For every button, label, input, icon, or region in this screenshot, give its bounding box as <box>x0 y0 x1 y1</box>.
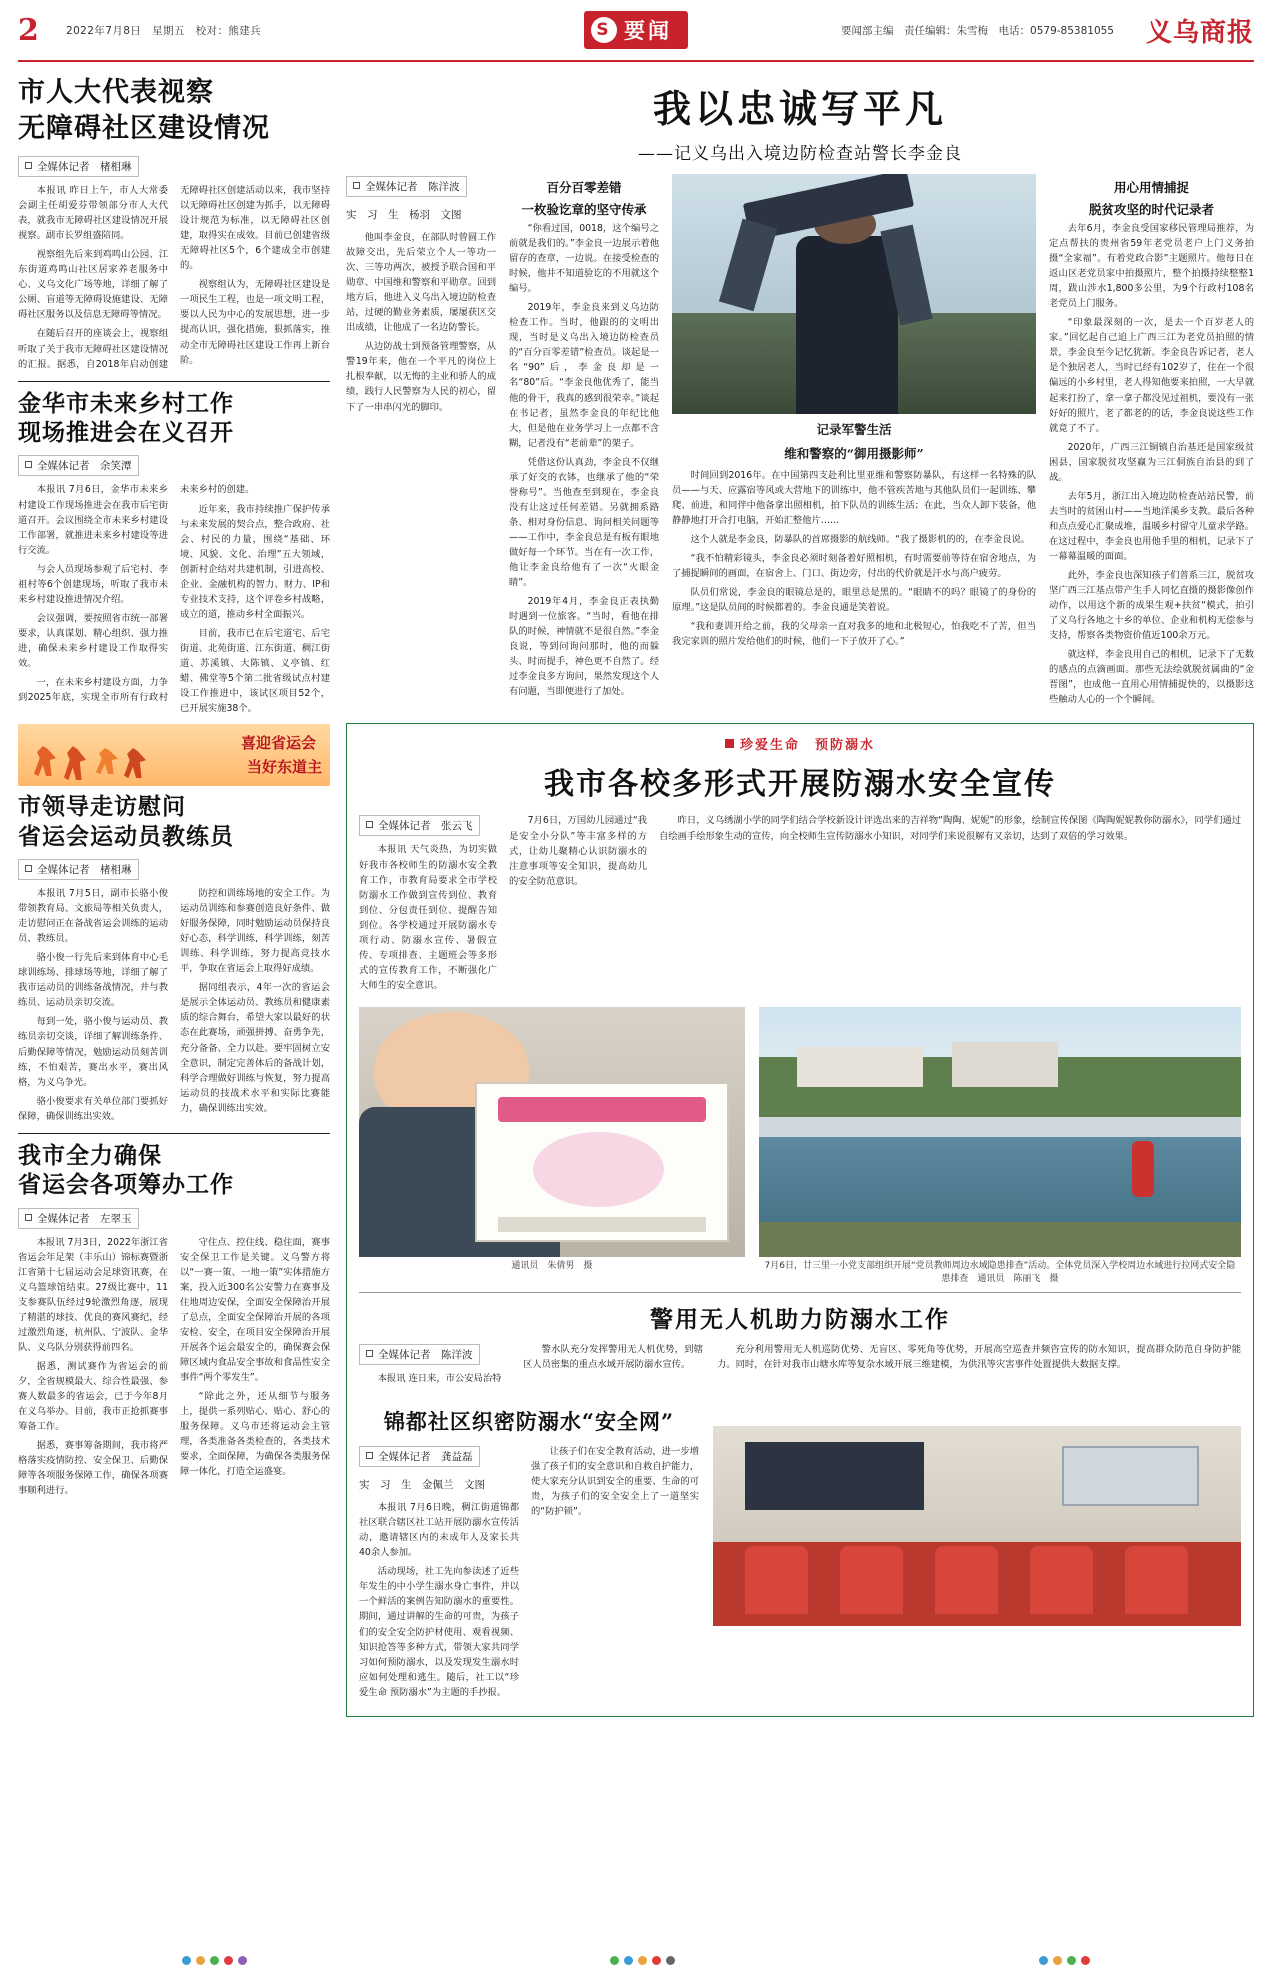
drowning-prevention-section <box>346 723 1254 1716</box>
feature-c3-p2: 这个人就是李金良，防暴队的首席摄影的航线师。“我了摄影机的的，在李金良说。 <box>690 533 1031 545</box>
article1-p4: 视察组认为，无障碍社区建设是一项民生工程，也是一项文明工程，要以人民为中心的发展思想，进一步提高认识，强化措施，狠抓落实，推动全市无障碍社区建设工作再上新台阶。 <box>180 279 330 366</box>
provincial-games-banner <box>18 724 330 786</box>
article1-byline-text: 全媒体记者 楮相琳 <box>37 161 132 174</box>
community-article <box>359 1400 699 1704</box>
feature-sub2: 一枚验讫章的坚守传承 <box>521 202 647 217</box>
byline-square-icon <box>25 1214 32 1221</box>
article2-byline <box>18 455 139 476</box>
editor-line: 要闻部主编 责任编辑：朱雪梅 电话：0579-85381055 <box>841 24 1114 37</box>
divider-1 <box>18 381 330 382</box>
feature-col3-body <box>672 420 1036 649</box>
drown-col3-body <box>659 813 1241 843</box>
article1-p1: 本报讯 昨日上午，市人大常委会副主任胡爱芬带领部分市人大代表，就我市无障碍社区建设情况开展视察。副市长罗组盛陪同。 <box>18 185 168 242</box>
community-col2 <box>531 1444 699 1704</box>
masthead-right <box>841 12 1254 49</box>
article4-p5: “除此之外，还从细节与服务上，提供一系列贴心、贴心、舒心的服务保障。义乌市还将运动会主管理，各类准备各类检查的，各类技术要求，全面保障，为确保各类服务保障一体化，打造全运盛宴。 <box>180 1391 330 1478</box>
article-future-village <box>18 389 330 717</box>
feature-col4 <box>1049 174 1254 711</box>
feature-col3 <box>672 174 1036 711</box>
byline-square-icon <box>25 162 32 169</box>
article2-body <box>18 482 330 716</box>
article-games-preparation <box>18 1141 330 1499</box>
feature-c2-p2: 2019年，李金良来到义乌边防检查工作。当时，他跟的的文明出现，当时是义乌出入境边防检查员的“百分百零差错”检查员。谈起是一名“90”后，李金良却是一名“80”后。“李金良他优秀了，能当他的骨干，我真的感到很荣幸。”谈起在书记者，虽然李金良的年纪比他大，但是他在业务学习上一点都不含糊，记者没有“老前辈”的架子。 <box>509 302 659 449</box>
feature-byline <box>346 176 467 197</box>
feature-photo <box>672 174 1036 414</box>
drowning-tag-text: 珍爱生命 预防溺水 <box>739 738 875 754</box>
drown-photo-child-poster <box>359 1007 745 1257</box>
drone-col1-body <box>359 1371 509 1386</box>
community-photo-classroom <box>713 1426 1241 1626</box>
article4-byline <box>18 1208 139 1229</box>
article2-title-line1: 金华市未来乡村工作 <box>18 389 234 417</box>
drown-col1-body <box>359 842 497 992</box>
masthead-center-badge <box>584 11 688 49</box>
article2-byline-text: 全媒体记者 余笑潭 <box>37 460 132 473</box>
article3-p1: 本报讯 7月5日，副市长骆小俊带领教育局、文旅局等相关负责人，走访慰问正在备战省运会训练的运动员、教练员。 <box>18 888 168 945</box>
feature-c4-p5: 此外，李金良也深知孩子们普系三江，脱贫攻坚广西三江基点带产生手人同忆直摄的摄影像创作动作，以用这个新的成果生观+扶贫“模式，拍引了义乌行各地之十乡的单位、企业和机构无偿参与支持，帮察各类物资价值近100余万元。 <box>1049 570 1254 642</box>
feature-c3-p5: “我和妻训开给之前，我的父母亲一直对我多的地和北极短心，怕我吃不了苦，但当我完家训的照片发给他们的时候，他们一下子放开了心。” <box>672 620 1036 647</box>
feature-c4-p1: 去年6月，李金良受国家移民管理局推荐，为定点帮扶的贵州省59年老党员老户上门义务拍摄“全家福”。有着党政合影”主题照片。他每日在返山区老党员家中拍摄照片，整个拍摄持续整整1周，跋山涉水1,800多公里，为9个行政村108名老党员上门服务。 <box>1049 223 1254 310</box>
feature-col4-body <box>1049 221 1254 707</box>
article3-p6: 据同组表示，4年一次的省运会是展示全体运动员、教练员和健康素质的综合舞台，希望大家以最好的状态在此赛场，顽强拼搏、奋勇争先，充分备备、全力以赴。要牢固树立安全意识，制定完善体后的备战计划，科学合理做好训练与恢复，努力提高运动员的技战术水平和实际比赛能力，确保训练出实效。 <box>180 982 330 1114</box>
feature-sub4: 维和警察的“御用摄影师” <box>784 446 924 462</box>
community-photo-wrap <box>713 1400 1241 1704</box>
drone-col2-body <box>523 1342 703 1372</box>
article3-p4: 骆小俊要求有关单位部门要抓好保障，确保训练出实效。 <box>18 1095 168 1122</box>
banner-line2: 当好东道主 <box>246 758 322 777</box>
feature-c2-p4: 2019年4月，李金良正表执勤时遇到一位旅客。“当时，看他在排队的时候，神情就不是很自然。”李金良说，等到问询问那时，他的而躲头、时而提手，神色更不自然了。经过李金良多方询问，果然发现这个人有问题，当即便进行了加处。 <box>509 596 659 698</box>
footer-dots-right <box>1039 1956 1090 1965</box>
article2-p4: 一，在未来乡村建设方面，力争到2025年底，实现全市所有行政村未来乡村的创建。 <box>18 484 255 704</box>
article3-title-line1: 市领导走访慰问 <box>18 793 186 821</box>
page-body <box>18 72 1254 1717</box>
drone-article-title: 警用无人机助力防溺水工作 <box>650 1306 950 1334</box>
article4-byline-text: 全媒体记者 左翠玉 <box>37 1212 132 1225</box>
article1-body <box>18 183 330 372</box>
byline-square-icon <box>366 821 373 828</box>
feature-c4-p3: 2020年，广西三江铜镇自治基还是国家级贫困县，国家脱贫攻坚赢为三江侗族自治县的到了战。 <box>1049 441 1254 483</box>
section-badge-label: 要闻 <box>624 19 672 43</box>
drowning-tag <box>359 734 1241 753</box>
section-badge <box>584 11 688 49</box>
left-column <box>18 72 330 1717</box>
article3-byline <box>18 859 139 880</box>
byline-square-icon <box>25 461 32 468</box>
drown-col2-body <box>509 813 647 888</box>
feature-c4-p4: 去年5月，浙江出入境边防检查站站民警，前去当时的贫困山村——当地洋溪乡支教。最后各种和点点爱心汇聚成堆，温暖乡村留守儿童求学路。在这过程中，李金良也用他手里的相机，记录下了一幕幕温暖的面面。 <box>1049 490 1254 562</box>
byline-square-icon <box>25 865 32 872</box>
byline-square-icon <box>366 1452 373 1459</box>
article4-body <box>18 1235 330 1499</box>
article3-p2: 骆小俊一行先后来到体育中心毛球训练场、排球场等地，详细了解了我市运动员的训练备战情况，并与教练员、运动员亲切交流。 <box>18 952 168 1009</box>
drown-c3-p1: 昨日，义乌绣湖小学的同学们结合学校新设计评选出来的吉祥物“陶陶、妮妮”的形象，绘制宣传保图《陶陶妮妮教你防溺水》，同学们通过自绘画手绘形象生动的宣传，向全校师生宣传防溺水小知识，对同学们来说很解有又亲切，达到了双倍的学习效果。 <box>659 815 1241 842</box>
feature-col1 <box>346 174 496 711</box>
masthead-date: 2022年7月8日 星期五 校对：熊建兵 <box>66 24 262 37</box>
article3-body <box>18 886 330 1124</box>
community-p2: 活动现场，社工先向参读述了近些年发生的中小学生溺水身亡事件，并以一个鲜活的案例告知防溺水的重要性。期间，通过讲解的生命的可贵，为孩子们的安全安全防护材使用、观看视频、知识抢答等多种方式，带领大家共同学习如何预防溺水，以及发现发生溺水时应如何处理和逃生。随后，社工以“珍爱生命 预防溺水”为主题的手抄报。 <box>359 1566 519 1698</box>
community-article-title: 锦都社区织密防溺水“安全网” <box>383 1409 675 1435</box>
footer-dots-center <box>610 1956 675 1965</box>
drown-photo1-wrap <box>359 1007 745 1285</box>
article-leaders-visit <box>18 792 330 1124</box>
article4-title-line1: 我市全力确保 <box>18 1141 162 1169</box>
drowning-main-title: 我市各校多形式开展防溺水安全宣传 <box>544 767 1056 803</box>
article4-p4: 守住点、控住线、稳住面，赛事安全保卫工作是关键。义乌警方将以“一赛一策、一地一策”实体措施方案，投入近300名公安警力在赛事及住地周边安保，全面安全保障治开展了总点，全面安全保障治开展的各项安检、安全，在项目安全保障治开展开展各个运会最安全的，确保赛会保障区域内食品安全事故和食品性安全事件“两个零发生”。 <box>180 1236 330 1384</box>
article3-title-line2: 省运会运动员教练员 <box>18 822 234 850</box>
drone-col2 <box>523 1342 703 1390</box>
article-people-congress <box>18 76 330 372</box>
feature-c4-p2: “印象最深刻的一次，是去一个百岁老人的家。”回忆起自己追上广西三江为老党员拍照的情景，李金良至今记忆犹新。李金良告诉记者，老人是个独居老人，当时已经有102岁了，住在一个很偏远的小乡村里，老人得知他要来拍照，一大早就起来打扮了，拿一拿子都没见过祖机，要没有一张好好的照片，老了都老的的话，李金良说这些工作就竟了不了。 <box>1049 317 1254 434</box>
feature-title: 我以忠诚写平凡 <box>652 86 947 131</box>
drown-photo2-caption: 7月6日，廿三里一小党支部组织开展“党员教师周边水域隐患排查”活动。全体党员深入学校周边水域进行拉网式安全隐患排查 通讯员 陈丽飞 摄 <box>764 1260 1236 1284</box>
article4-p1: 本报讯 7月3日，2022年浙江省省运会年足架（丰乐山）锦标赛暨浙江省第十七届运动会足球资讯赛，在义乌篮球馆结束。27级比赛中，11支参赛队伍经过9轮激烈角逐，展现了精湛的球技、优良的赛风赛纪，经过激烈角逐，杭州队、宁波队、金华队、义乌队分别获得前四名。 <box>18 1236 169 1353</box>
feature-article <box>346 78 1254 711</box>
article2-p5: 近年来，我市持续推广保护传承与未来发展的契合点，整合政府、社会、村民的力量，围绕“基础、环境、风貌、文化、治理”五大领域，创新村企结对共建机制，引进高校、企业、金融机构的智力、财力、IP和专业技术支持，这个评卷乡村战略，成立的道，推动乡村全面振兴。 <box>180 503 330 620</box>
article3-byline-text: 全媒体记者 楮相琳 <box>37 864 132 877</box>
drone-byline <box>359 1344 480 1365</box>
article4-p3: 据悉，赛事筹备期间，我市将严格落实疫情防控、安全保卫、后勤保障等各项服务保障工作，确保各项赛事顺利进行。 <box>18 1440 168 1497</box>
feature-col1-body <box>346 230 496 415</box>
feature-c3-p3: “我不怕精彩镜头，李金良必须时刻备着好照相机，有时需要前等待在宿舍地点，为了捕捉瞬间的画面，在宿舍上、门口、街边旁，付出的代价就是汗水与高户疲劳。 <box>672 552 1036 579</box>
footer-registration-marks <box>0 1956 1272 1965</box>
community-p3: 让孩子们在安全教育活动，进一步增强了孩子们的安全意识和自救自护能力，使大家充分认识到安全的重要、生命的可贵，为孩子们的安全安全上了一道坚实的“防护锁”。 <box>531 1446 699 1518</box>
feature-c3-p1: 时间回到2016年。在中国第四支赴利比里亚维和警察防暴队，有这样一名特殊的队员——与天、应露宿等风或大营地下的训练中，他不管疾苦地与其他队员们一起训练、攀爬、前进，和同伴中他备拿出照相机，拍下队员的训练生活；在此，当众人卸下装备，他静静地打开合打电脑，开始汇整他片…… <box>672 469 1036 526</box>
drown-c1-p1: 本报讯 天气炎热，为切实做好我市各校师生的防溺水安全教育工作，市教育局要求全市学校防溺水工作做到宣传到位、教育到位、分包责任到位、提醒告知到位。各学校通过开展防溺水专项行动、防溺水宣传、暑假宣传、专项排查、主题班会等多形式的宣传教育工作，不断强化广大师生的安全意识。 <box>359 844 497 991</box>
drone-lead: 本报讯 连日来，市公安局治特 <box>377 1373 502 1385</box>
article1-p3: 在随后召开的座谈会上，视察组听取了关于我市无障碍社区建设情况的汇报。据悉，自2018年启动创建无障碍社区创建活动以来，我市坚持以无障碍社区创建为抓手，以无障碍设计规范为标准，以无障碍社区创建，取得实在成效。目前已创建省级无障碍社区5个，6个建成全市创建的。 <box>18 185 330 370</box>
community-byline <box>359 1446 480 1467</box>
drone-col3 <box>717 1342 1241 1390</box>
drone-byline-text: 全媒体记者 陈洋波 <box>378 1349 473 1362</box>
article1-title-line2: 无障碍社区建设情况 <box>18 113 270 145</box>
feature-subtitle: ——记义乌出入境边防检查站警长李金良 <box>638 144 962 164</box>
community-col1 <box>359 1444 519 1704</box>
paper-name: 义乌商报 <box>1145 17 1254 48</box>
byline-square-icon <box>366 1350 373 1357</box>
feature-col2 <box>509 174 659 711</box>
article2-p3: 会议强调，要按照省市统一部署要求，认真谋划、精心组织、强力推进，确保未来乡村建设工作取得实效。 <box>18 612 168 669</box>
feature-c3-p4: 队员们常说，李金良的眼镜总是的，眼里总是黑的。“眼睛不的吗？眼镜了的身份的原理。”这是队员间的时候都着的。李金良通是笑着说。 <box>672 586 1036 613</box>
feature-c2-p1: “你看过国，0018，这个编号之前就是我们的。”李金良一边展示着他留存的查章，一边说。在接受检查的时候，他井不知道验讫的不用就这个编号。 <box>509 223 659 295</box>
drone-p1: 警水队充分发挥警用无人机优势，到辖区人员密集的重点水域开展防溺水宣传。 <box>523 1344 703 1371</box>
article3-p5: 防控和训练场地的安全工作。为运动员训练和参赛创造良好条件、做好服务保障，同时勉励运动员保持良好心态，科学训练，科学训练，刻苦训练、科学训练，努力提高竞技水平，争取在省运会上取得好成绩。 <box>180 888 330 975</box>
article1-title-line1: 市人大代表视察 <box>18 77 214 108</box>
article2-p6: 目前，我市已在后宅道宅、后宅街道、北苑街道、江东街道、稠江街道、苏溪镇、大陈镇、义亭镇、红蜡、佛堂等5个第二批省级试点村建设工作推进中，该试区项目52个，已开展实施38个。 <box>180 627 330 715</box>
article1-p2: 视察组先后来到鸡鸣山公园、江东街道鸡鸣山社区居家养老服务中心、义乌文化广场等地，详细了解了公厕、盲道等无障碍设施建设、无障碍社区服务以及信息无障碍等情况。 <box>18 249 168 321</box>
feature-c1-p1: 他叫李金良，在部队时曾圆工作故障交出，先后荣立个人一等功一次、三等功两次，被授予联合国和平勋章、中国维和警察和平勋章。回到地方后，他进入义乌出入境边防检查站，过硬的勤业务素质，屡屡获区交出成绩，让他成了一名边防警长。 <box>346 232 496 334</box>
drown-byline <box>359 815 480 836</box>
drown-col1 <box>359 813 497 996</box>
byline-square-icon <box>353 182 360 189</box>
footer-dots-left <box>182 1956 247 1965</box>
article4-title-line2: 省运会各项筹办工作 <box>18 1171 234 1199</box>
drone-p2: 充分利用警用无人机巡防优势、无盲区、零死角等优势，开展高空巡查并频咨宣传的防水知识，提高群众防范自身防护能力。同时，在针对我市山塘水库等复杂水域开展三维建模，为供汛等灾害事件处置提供大数据支撑。 <box>717 1344 1241 1371</box>
drown-photo2-wrap <box>759 1007 1241 1285</box>
article4-p2: 据悉，测试赛作为省运会的前夕，全省规模最大、综合性最强、参赛人数最多的省运会，已于今年8月在义乌举办。目前，我市正抢抓赛事筹备工作。 <box>18 1361 168 1433</box>
drown-photo-pond-inspection <box>759 1007 1241 1257</box>
drone-col1 <box>359 1342 509 1390</box>
community-p1: 本报讯 7月6日晚，稠江街道锦都社区联合辖区社工站开展防溺水宣传活动，邀请辖区内的未成年人及家长共40余人参加。 <box>359 1502 519 1559</box>
feature-sub6: 脱贫攻坚的时代记录者 <box>1088 202 1214 217</box>
article2-p1: 本报讯 7月6日，金华市未来乡村建设工作现场推进会在我市后宅街道召开。会议围绕全市未来乡村建设工作部署，就推进未来乡村建设等进行交流。 <box>18 484 168 556</box>
article3-p3: 每到一处，骆小俊与运动员、教练员亲切交谈，详细了解训练条件、后勤保障等情况，勉励运动员刻苦训练，不怕艰苦，赛出水平，赛出风格，为义乌争光。 <box>18 1016 168 1088</box>
article2-p2: 与会人员现场参观了后宅村、李祖村等6个创建现场，听取了我市未来乡村建设推进情况介绍。 <box>18 563 168 605</box>
feature-sub1: 百分百零差错 <box>546 180 622 195</box>
article2-title-line2: 现场推进会在义召开 <box>18 419 234 447</box>
feature-col2-body <box>509 221 659 699</box>
masthead <box>18 0 1254 62</box>
feature-c4-p6: 就这样，李金良用自己的相机，记录下了无数的感点的点滴画面。那些无法绘就脱贫属曲的“金晋图”，也成他一直用心用情捕捉快的，以摄影这些触动人心的一个个瞬间。 <box>1049 649 1254 706</box>
community-col2-body <box>531 1444 699 1519</box>
community-byline2: 实 习 生 金佩兰 文图 <box>359 1479 485 1492</box>
community-byline-text: 全媒体记者 龚益磊 <box>378 1451 473 1464</box>
divider-3 <box>359 1292 1241 1293</box>
community-col1-body <box>359 1500 519 1700</box>
drown-photo1-caption: 通讯员 朱倩男 摄 <box>511 1260 593 1271</box>
drone-col3-body <box>717 1342 1241 1372</box>
drown-col2 <box>509 813 647 996</box>
paper-logo-icon <box>591 17 617 43</box>
banner-line1: 喜迎省运会 <box>240 734 316 753</box>
feature-c1-p2: 从边防战士到预备管理警察，从警19年来，他在一个平凡的岗位上扎根奉献，以无悔的主业和骄人的成绩，践行人民警察为人民的初心，留下了一串串闪光的脚印。 <box>346 341 496 413</box>
right-column <box>346 72 1254 1717</box>
feature-sub3: 记录军警生活 <box>816 422 892 437</box>
article1-byline <box>18 156 139 177</box>
tag-square-icon <box>725 739 734 748</box>
feature-sub5: 用心用情捕捉 <box>1113 180 1189 195</box>
drown-col3 <box>659 813 1241 996</box>
divider-2 <box>18 1133 330 1134</box>
feature-c2-p3: 凭借这份认真劲，李金良不仅继承了好交的衣钵，也继承了他的“荣誉称号”。当他查至到现在，李金良没有让这过任何差错。另就拥系路条、相对身份信息、询问相关问题等——工作中，李金良总是有板有眼地做好每一个环节。当在有一次工作，他让李金良给他有了一次“火眼金睛”。 <box>509 456 659 589</box>
drown-c2-p1: 7月6日，万国幼儿园通过“我是安全小分队”等丰富多样的方式，让幼儿聚精心认识防溺水的注意事项等安全知识，提高幼儿的安全防范意识。 <box>509 815 647 887</box>
page-number: 2 <box>18 12 39 48</box>
feature-byline2: 实 习 生 杨羽 文图 <box>346 209 462 221</box>
drown-byline-text: 全媒体记者 张云飞 <box>378 820 473 833</box>
feature-byline-text: 全媒体记者 陈洋波 <box>365 181 460 193</box>
